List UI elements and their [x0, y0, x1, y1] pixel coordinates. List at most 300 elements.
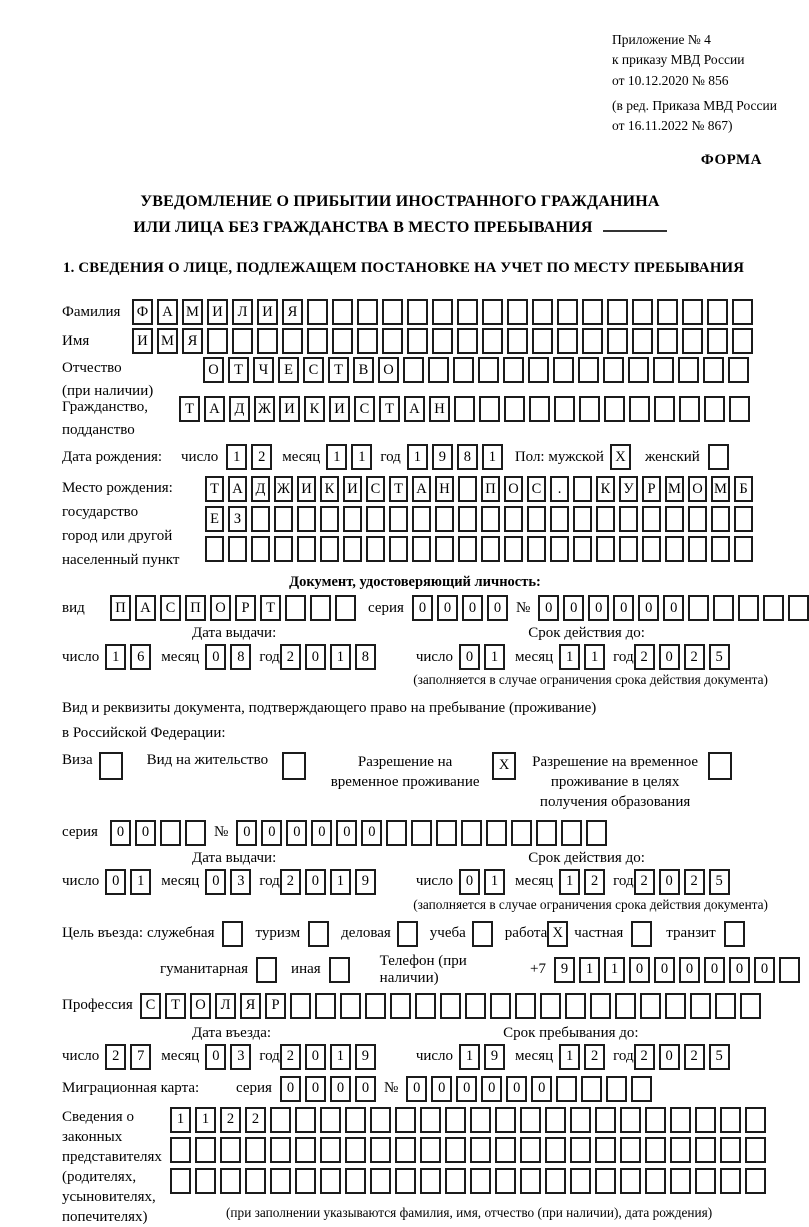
- form-cell[interactable]: [690, 993, 711, 1019]
- form-cell[interactable]: [503, 357, 524, 383]
- form-cell[interactable]: С: [140, 993, 161, 1019]
- form-cell[interactable]: [307, 328, 328, 354]
- form-cell[interactable]: [590, 993, 611, 1019]
- form-cell[interactable]: 9: [355, 1044, 376, 1070]
- form-cell[interactable]: [595, 1168, 616, 1194]
- form-cell[interactable]: [195, 1137, 216, 1163]
- form-cell[interactable]: П: [185, 595, 206, 621]
- form-cell[interactable]: 0: [654, 957, 675, 983]
- form-cell[interactable]: 1: [330, 1044, 351, 1070]
- form-cell[interactable]: Ж: [274, 476, 293, 502]
- form-cell[interactable]: 2: [245, 1107, 266, 1133]
- form-cell[interactable]: [370, 1137, 391, 1163]
- form-cell[interactable]: [478, 357, 499, 383]
- form-cell[interactable]: 0: [412, 595, 433, 621]
- form-cell[interactable]: [595, 1137, 616, 1163]
- form-cell[interactable]: [545, 1168, 566, 1194]
- form-cell[interactable]: 1: [559, 644, 580, 670]
- form-cell[interactable]: [515, 993, 536, 1019]
- form-cell[interactable]: 1: [482, 444, 503, 470]
- form-cell[interactable]: Е: [205, 506, 224, 532]
- form-cell[interactable]: 8: [355, 644, 376, 670]
- form-cell[interactable]: Р: [265, 993, 286, 1019]
- form-cell[interactable]: И: [207, 299, 228, 325]
- form-cell[interactable]: К: [304, 396, 325, 422]
- form-cell[interactable]: [604, 396, 625, 422]
- form-cell[interactable]: [395, 1107, 416, 1133]
- form-cell[interactable]: [665, 506, 684, 532]
- form-cell[interactable]: [570, 1137, 591, 1163]
- form-cell[interactable]: [545, 1107, 566, 1133]
- form-cell[interactable]: [720, 1107, 741, 1133]
- form-cell[interactable]: [411, 820, 432, 846]
- form-cell[interactable]: О: [504, 476, 523, 502]
- form-cell[interactable]: [507, 328, 528, 354]
- form-cell[interactable]: 0: [588, 595, 609, 621]
- form-cell[interactable]: [232, 328, 253, 354]
- form-cell[interactable]: [482, 299, 503, 325]
- form-cell[interactable]: [329, 957, 350, 983]
- form-cell[interactable]: 9: [432, 444, 453, 470]
- form-cell[interactable]: [679, 396, 700, 422]
- form-cell[interactable]: [529, 396, 550, 422]
- form-cell[interactable]: [545, 1137, 566, 1163]
- form-cell[interactable]: [504, 506, 523, 532]
- form-cell[interactable]: [395, 1168, 416, 1194]
- form-cell[interactable]: [619, 536, 638, 562]
- form-cell[interactable]: Н: [429, 396, 450, 422]
- form-cell[interactable]: 0: [704, 957, 725, 983]
- form-cell[interactable]: [470, 1137, 491, 1163]
- form-cell[interactable]: [557, 328, 578, 354]
- form-cell[interactable]: 5: [709, 1044, 730, 1070]
- form-cell[interactable]: А: [135, 595, 156, 621]
- form-cell[interactable]: [536, 820, 557, 846]
- form-cell[interactable]: 1: [559, 1044, 580, 1070]
- form-cell[interactable]: [578, 357, 599, 383]
- form-cell[interactable]: 1: [330, 644, 351, 670]
- form-cell[interactable]: 0: [330, 1076, 351, 1102]
- form-cell[interactable]: [343, 506, 362, 532]
- form-cell[interactable]: [607, 328, 628, 354]
- form-cell[interactable]: [407, 328, 428, 354]
- form-cell[interactable]: [412, 506, 431, 532]
- form-cell[interactable]: [707, 299, 728, 325]
- form-cell[interactable]: [490, 993, 511, 1019]
- form-cell[interactable]: [688, 536, 707, 562]
- form-cell[interactable]: О: [378, 357, 399, 383]
- form-cell[interactable]: 2: [220, 1107, 241, 1133]
- form-cell[interactable]: Р: [235, 595, 256, 621]
- form-cell[interactable]: 3: [230, 1044, 251, 1070]
- form-cell[interactable]: [665, 993, 686, 1019]
- form-cell[interactable]: [315, 993, 336, 1019]
- form-cell[interactable]: [457, 299, 478, 325]
- form-cell[interactable]: [573, 506, 592, 532]
- form-cell[interactable]: [403, 357, 424, 383]
- form-cell[interactable]: [745, 1168, 766, 1194]
- form-cell[interactable]: [607, 299, 628, 325]
- form-cell[interactable]: [657, 328, 678, 354]
- form-cell[interactable]: [670, 1168, 691, 1194]
- form-cell[interactable]: 2: [634, 1044, 655, 1070]
- form-cell[interactable]: Т: [328, 357, 349, 383]
- form-cell[interactable]: [228, 536, 247, 562]
- form-cell[interactable]: [550, 536, 569, 562]
- form-cell[interactable]: [205, 536, 224, 562]
- form-cell[interactable]: [573, 536, 592, 562]
- form-cell[interactable]: [520, 1168, 541, 1194]
- form-cell[interactable]: 2: [105, 1044, 126, 1070]
- form-cell[interactable]: [420, 1168, 441, 1194]
- form-cell[interactable]: Ф: [132, 299, 153, 325]
- form-cell[interactable]: X: [492, 752, 516, 780]
- form-cell[interactable]: [732, 328, 753, 354]
- form-cell[interactable]: П: [481, 476, 500, 502]
- form-cell[interactable]: 2: [584, 869, 605, 895]
- form-cell[interactable]: [357, 299, 378, 325]
- form-cell[interactable]: [603, 357, 624, 383]
- form-cell[interactable]: [654, 396, 675, 422]
- form-cell[interactable]: Т: [205, 476, 224, 502]
- form-cell[interactable]: [615, 993, 636, 1019]
- form-cell[interactable]: 1: [484, 644, 505, 670]
- form-cell[interactable]: 1: [326, 444, 347, 470]
- form-cell[interactable]: [220, 1168, 241, 1194]
- form-cell[interactable]: 0: [105, 869, 126, 895]
- form-cell[interactable]: [357, 328, 378, 354]
- form-cell[interactable]: [320, 506, 339, 532]
- form-cell[interactable]: 2: [634, 869, 655, 895]
- form-cell[interactable]: [270, 1107, 291, 1133]
- form-cell[interactable]: [435, 506, 454, 532]
- form-cell[interactable]: [389, 536, 408, 562]
- form-cell[interactable]: [532, 299, 553, 325]
- form-cell[interactable]: 0: [205, 1044, 226, 1070]
- form-cell[interactable]: [297, 536, 316, 562]
- form-cell[interactable]: [528, 357, 549, 383]
- form-cell[interactable]: [708, 444, 729, 470]
- form-cell[interactable]: [582, 328, 603, 354]
- form-cell[interactable]: И: [257, 299, 278, 325]
- form-cell[interactable]: И: [343, 476, 362, 502]
- form-cell[interactable]: [707, 328, 728, 354]
- form-cell[interactable]: 9: [554, 957, 575, 983]
- form-cell[interactable]: [440, 993, 461, 1019]
- form-cell[interactable]: [220, 1137, 241, 1163]
- form-cell[interactable]: [596, 536, 615, 562]
- form-cell[interactable]: [645, 1168, 666, 1194]
- form-cell[interactable]: [445, 1168, 466, 1194]
- form-cell[interactable]: [445, 1137, 466, 1163]
- form-cell[interactable]: [629, 396, 650, 422]
- form-cell[interactable]: [345, 1107, 366, 1133]
- form-cell[interactable]: [160, 820, 181, 846]
- form-cell[interactable]: [628, 357, 649, 383]
- form-cell[interactable]: 0: [659, 1044, 680, 1070]
- form-cell[interactable]: [678, 357, 699, 383]
- form-cell[interactable]: [715, 993, 736, 1019]
- form-cell[interactable]: [734, 536, 753, 562]
- form-cell[interactable]: [185, 820, 206, 846]
- form-cell[interactable]: 0: [305, 644, 326, 670]
- form-cell[interactable]: [645, 1137, 666, 1163]
- form-cell[interactable]: [297, 506, 316, 532]
- form-cell[interactable]: [734, 506, 753, 532]
- form-cell[interactable]: [713, 595, 734, 621]
- form-cell[interactable]: 0: [286, 820, 307, 846]
- form-cell[interactable]: [454, 396, 475, 422]
- form-cell[interactable]: 1: [130, 869, 151, 895]
- form-cell[interactable]: [556, 1076, 577, 1102]
- form-cell[interactable]: [688, 595, 709, 621]
- form-cell[interactable]: 0: [305, 869, 326, 895]
- form-cell[interactable]: [420, 1107, 441, 1133]
- form-cell[interactable]: [557, 299, 578, 325]
- form-cell[interactable]: .: [550, 476, 569, 502]
- form-cell[interactable]: 0: [431, 1076, 452, 1102]
- form-cell[interactable]: [256, 957, 277, 983]
- form-cell[interactable]: 2: [251, 444, 272, 470]
- form-cell[interactable]: С: [303, 357, 324, 383]
- form-cell[interactable]: X: [547, 921, 568, 947]
- form-cell[interactable]: [386, 820, 407, 846]
- form-cell[interactable]: 0: [506, 1076, 527, 1102]
- form-cell[interactable]: [688, 506, 707, 532]
- form-cell[interactable]: [195, 1168, 216, 1194]
- form-cell[interactable]: К: [596, 476, 615, 502]
- form-cell[interactable]: 0: [663, 595, 684, 621]
- form-cell[interactable]: [520, 1137, 541, 1163]
- form-cell[interactable]: [695, 1107, 716, 1133]
- form-cell[interactable]: А: [404, 396, 425, 422]
- form-cell[interactable]: 9: [484, 1044, 505, 1070]
- form-cell[interactable]: [457, 328, 478, 354]
- form-cell[interactable]: 1: [459, 1044, 480, 1070]
- form-cell[interactable]: 0: [456, 1076, 477, 1102]
- form-cell[interactable]: [295, 1168, 316, 1194]
- form-cell[interactable]: [370, 1168, 391, 1194]
- form-cell[interactable]: 0: [355, 1076, 376, 1102]
- form-cell[interactable]: [295, 1107, 316, 1133]
- form-cell[interactable]: 8: [457, 444, 478, 470]
- form-cell[interactable]: Д: [251, 476, 270, 502]
- form-cell[interactable]: [645, 1107, 666, 1133]
- form-cell[interactable]: [370, 1107, 391, 1133]
- form-cell[interactable]: [657, 299, 678, 325]
- form-cell[interactable]: [729, 396, 750, 422]
- form-cell[interactable]: [382, 328, 403, 354]
- form-cell[interactable]: А: [412, 476, 431, 502]
- form-cell[interactable]: К: [320, 476, 339, 502]
- form-cell[interactable]: [507, 299, 528, 325]
- form-cell[interactable]: [682, 328, 703, 354]
- form-cell[interactable]: [458, 506, 477, 532]
- form-cell[interactable]: [270, 1168, 291, 1194]
- form-cell[interactable]: [170, 1168, 191, 1194]
- form-cell[interactable]: О: [210, 595, 231, 621]
- form-cell[interactable]: Т: [179, 396, 200, 422]
- form-cell[interactable]: 1: [351, 444, 372, 470]
- form-cell[interactable]: 0: [305, 1076, 326, 1102]
- form-cell[interactable]: 0: [311, 820, 332, 846]
- form-cell[interactable]: X: [610, 444, 631, 470]
- form-cell[interactable]: [527, 506, 546, 532]
- form-cell[interactable]: [540, 993, 561, 1019]
- form-cell[interactable]: 0: [205, 644, 226, 670]
- form-cell[interactable]: [295, 1137, 316, 1163]
- form-cell[interactable]: [395, 1137, 416, 1163]
- form-cell[interactable]: 2: [280, 869, 301, 895]
- form-cell[interactable]: [251, 536, 270, 562]
- form-cell[interactable]: С: [527, 476, 546, 502]
- form-cell[interactable]: [728, 357, 749, 383]
- form-cell[interactable]: [453, 357, 474, 383]
- form-cell[interactable]: [495, 1168, 516, 1194]
- form-cell[interactable]: [740, 993, 761, 1019]
- form-cell[interactable]: [550, 506, 569, 532]
- form-cell[interactable]: 0: [629, 957, 650, 983]
- form-cell[interactable]: 0: [110, 820, 131, 846]
- form-cell[interactable]: [520, 1107, 541, 1133]
- form-cell[interactable]: [445, 1107, 466, 1133]
- form-cell[interactable]: [99, 752, 123, 780]
- form-cell[interactable]: [222, 921, 243, 947]
- form-cell[interactable]: М: [157, 328, 178, 354]
- form-cell[interactable]: [573, 476, 592, 502]
- form-cell[interactable]: Я: [182, 328, 203, 354]
- form-cell[interactable]: [704, 396, 725, 422]
- form-cell[interactable]: [245, 1168, 266, 1194]
- form-cell[interactable]: [481, 506, 500, 532]
- form-cell[interactable]: З: [228, 506, 247, 532]
- form-cell[interactable]: [274, 536, 293, 562]
- form-cell[interactable]: 8: [230, 644, 251, 670]
- form-cell[interactable]: Я: [282, 299, 303, 325]
- form-cell[interactable]: [620, 1168, 641, 1194]
- form-cell[interactable]: Т: [260, 595, 281, 621]
- form-cell[interactable]: 1: [330, 869, 351, 895]
- form-cell[interactable]: 7: [130, 1044, 151, 1070]
- form-cell[interactable]: 5: [709, 644, 730, 670]
- form-cell[interactable]: [479, 396, 500, 422]
- form-cell[interactable]: 0: [336, 820, 357, 846]
- form-cell[interactable]: [720, 1137, 741, 1163]
- form-cell[interactable]: Л: [232, 299, 253, 325]
- form-cell[interactable]: [257, 328, 278, 354]
- form-cell[interactable]: [461, 820, 482, 846]
- form-cell[interactable]: [251, 506, 270, 532]
- form-cell[interactable]: [595, 1107, 616, 1133]
- form-cell[interactable]: [632, 299, 653, 325]
- form-cell[interactable]: 0: [236, 820, 257, 846]
- form-cell[interactable]: О: [190, 993, 211, 1019]
- form-cell[interactable]: [670, 1107, 691, 1133]
- form-cell[interactable]: [465, 993, 486, 1019]
- form-cell[interactable]: Т: [379, 396, 400, 422]
- form-cell[interactable]: [670, 1137, 691, 1163]
- form-cell[interactable]: 0: [538, 595, 559, 621]
- form-cell[interactable]: 0: [481, 1076, 502, 1102]
- form-cell[interactable]: [428, 357, 449, 383]
- form-cell[interactable]: С: [160, 595, 181, 621]
- form-cell[interactable]: В: [353, 357, 374, 383]
- form-cell[interactable]: [170, 1137, 191, 1163]
- form-cell[interactable]: С: [366, 476, 385, 502]
- form-cell[interactable]: Т: [228, 357, 249, 383]
- form-cell[interactable]: [407, 299, 428, 325]
- form-cell[interactable]: 2: [584, 1044, 605, 1070]
- form-cell[interactable]: [511, 820, 532, 846]
- form-cell[interactable]: Ж: [254, 396, 275, 422]
- form-cell[interactable]: [642, 506, 661, 532]
- form-cell[interactable]: [282, 328, 303, 354]
- form-cell[interactable]: [586, 820, 607, 846]
- form-cell[interactable]: [711, 536, 730, 562]
- form-cell[interactable]: [274, 506, 293, 532]
- form-cell[interactable]: [340, 993, 361, 1019]
- form-cell[interactable]: И: [329, 396, 350, 422]
- form-cell[interactable]: 1: [484, 869, 505, 895]
- form-cell[interactable]: [458, 536, 477, 562]
- form-cell[interactable]: [415, 993, 436, 1019]
- form-cell[interactable]: [320, 1137, 341, 1163]
- form-cell[interactable]: [619, 506, 638, 532]
- form-cell[interactable]: [695, 1168, 716, 1194]
- form-cell[interactable]: [472, 921, 493, 947]
- form-cell[interactable]: [738, 595, 759, 621]
- form-cell[interactable]: 0: [261, 820, 282, 846]
- form-cell[interactable]: [788, 595, 809, 621]
- form-cell[interactable]: [596, 506, 615, 532]
- form-cell[interactable]: 0: [754, 957, 775, 983]
- form-cell[interactable]: [579, 396, 600, 422]
- form-cell[interactable]: 0: [280, 1076, 301, 1102]
- form-cell[interactable]: А: [204, 396, 225, 422]
- form-cell[interactable]: Е: [278, 357, 299, 383]
- form-cell[interactable]: [435, 536, 454, 562]
- form-cell[interactable]: И: [279, 396, 300, 422]
- form-cell[interactable]: [335, 595, 356, 621]
- form-cell[interactable]: [308, 921, 329, 947]
- form-cell[interactable]: [642, 536, 661, 562]
- form-cell[interactable]: [620, 1137, 641, 1163]
- form-cell[interactable]: [345, 1168, 366, 1194]
- form-cell[interactable]: [640, 993, 661, 1019]
- form-cell[interactable]: П: [110, 595, 131, 621]
- form-cell[interactable]: [245, 1137, 266, 1163]
- form-cell[interactable]: 0: [729, 957, 750, 983]
- form-cell[interactable]: [320, 1168, 341, 1194]
- form-cell[interactable]: 1: [559, 869, 580, 895]
- form-cell[interactable]: [458, 476, 477, 502]
- form-cell[interactable]: 0: [205, 869, 226, 895]
- form-cell[interactable]: [495, 1137, 516, 1163]
- form-cell[interactable]: Р: [642, 476, 661, 502]
- form-cell[interactable]: [745, 1137, 766, 1163]
- form-cell[interactable]: 1: [105, 644, 126, 670]
- form-cell[interactable]: [412, 536, 431, 562]
- form-cell[interactable]: [365, 993, 386, 1019]
- form-cell[interactable]: [290, 993, 311, 1019]
- form-cell[interactable]: [620, 1107, 641, 1133]
- form-cell[interactable]: 0: [563, 595, 584, 621]
- form-cell[interactable]: [570, 1107, 591, 1133]
- form-cell[interactable]: А: [228, 476, 247, 502]
- form-cell[interactable]: 0: [462, 595, 483, 621]
- form-cell[interactable]: [207, 328, 228, 354]
- form-cell[interactable]: [720, 1168, 741, 1194]
